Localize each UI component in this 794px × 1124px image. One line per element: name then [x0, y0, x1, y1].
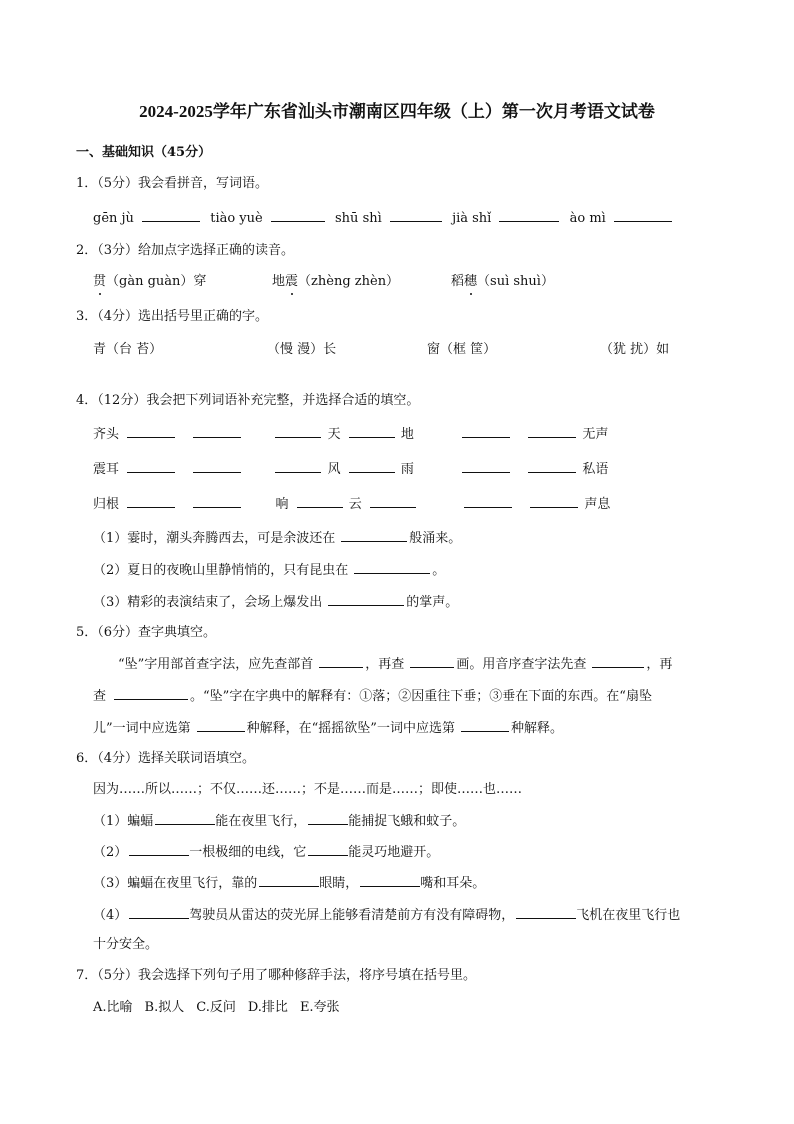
answer-blank[interactable] — [193, 495, 241, 508]
question-5-stem: 5．（6分）查字典填空。 — [76, 625, 217, 640]
answer-blank[interactable] — [259, 874, 319, 887]
option-item: D.排比 — [247, 1000, 288, 1015]
conjunction-options: 因为……所以……；不仅……还……；不是……而是……；即使……也…… — [93, 782, 523, 797]
answer-blank[interactable] — [127, 460, 175, 473]
answer-blank[interactable] — [499, 209, 559, 222]
question-2-stem: 2．（3分）给加点字选择正确的读音。 — [76, 243, 295, 258]
answer-blank[interactable] — [370, 495, 416, 508]
answer-blank[interactable] — [308, 812, 348, 825]
answer-blank[interactable] — [275, 425, 321, 438]
answer-blank[interactable] — [461, 719, 509, 732]
idiom-row: 齐头 天 地 无声 — [93, 427, 609, 442]
pinyin-item: tiào yuè — [210, 211, 263, 226]
answer-blank[interactable] — [530, 495, 578, 508]
page-title: 2024-2025学年广东省汕头市潮南区四年级（上）第一次月考语文试卷 — [139, 102, 655, 121]
question-7-stem: 7．（5分）我会选择下列句子用了哪种修辞手法，将序号填在括号里。 — [76, 968, 477, 983]
answer-blank[interactable] — [127, 425, 175, 438]
answer-blank[interactable] — [390, 209, 442, 222]
answer-blank[interactable] — [271, 209, 325, 222]
question-3-item: （犹 扰）如 — [600, 342, 670, 357]
pinyin-item: ào mì — [569, 211, 606, 226]
question-2-item: 稻穗（suì shuì） — [451, 274, 554, 289]
fill-sentence: （1）霎时，潮头奔腾西去，可是余波还在 般涌来。 — [93, 531, 462, 546]
fill-sentence: （3）精彩的表演结束了，会场上爆发出 的掌声。 — [93, 595, 459, 610]
answer-blank[interactable] — [528, 460, 576, 473]
idiom-row: 归根 响 云 声息 — [93, 497, 611, 512]
answer-blank[interactable] — [410, 655, 454, 668]
answer-blank[interactable] — [129, 843, 189, 856]
option-item: B.拟人 — [144, 1000, 185, 1015]
pinyin-item: jià shǐ — [452, 211, 492, 226]
question-1-stem: 1．（5分）我会看拼音，写词语。 — [76, 176, 269, 191]
answer-blank[interactable] — [528, 425, 576, 438]
question-1-pinyin-row — [93, 209, 672, 228]
pinyin-item: shū shì — [335, 211, 382, 226]
answer-blank[interactable] — [462, 460, 510, 473]
answer-blank[interactable] — [197, 719, 245, 732]
option-item: C.反问 — [196, 1000, 236, 1015]
answer-blank[interactable] — [341, 529, 407, 542]
answer-blank[interactable] — [349, 425, 395, 438]
pinyin-item: gēn jù — [93, 211, 134, 226]
answer-blank[interactable] — [360, 874, 420, 887]
answer-blank[interactable] — [193, 425, 241, 438]
answer-blank[interactable] — [349, 460, 395, 473]
question-2-item: 贯（gàn guàn）穿 — [93, 274, 207, 289]
fill-sentence-continuation: 十分安全。 — [93, 937, 159, 952]
answer-blank[interactable] — [129, 906, 189, 919]
paragraph-line: 查 。“坠”字在字典中的解释有：①落；②因重往下垂；③垂在下面的东西。在“扇坠 — [93, 689, 652, 704]
fill-sentence: （2）夏日的夜晚山里静悄悄的，只有昆虫在 。 — [93, 563, 446, 578]
answer-blank[interactable] — [114, 687, 188, 700]
answer-blank[interactable] — [297, 495, 343, 508]
answer-blank[interactable] — [328, 593, 404, 606]
paragraph-line: 儿”一词中应选第 种解释，在“摇摇欲坠”一词中应选第 种解释。 — [93, 721, 563, 736]
question-3-item: 窗（框 筐） — [427, 342, 497, 357]
answer-blank[interactable] — [462, 425, 510, 438]
answer-blank[interactable] — [142, 209, 200, 222]
paragraph-line: “坠”字用部首查字法，应先查部首 ，再查 画。用音序查字法先查 ，再 — [118, 657, 673, 672]
fill-sentence: （1）蝙蝠 能在夜里飞行， 能捕捉飞蛾和蚊子。 — [93, 814, 466, 829]
answer-blank[interactable] — [319, 655, 363, 668]
question-6-stem: 6．（4分）选择关联词语填空。 — [76, 751, 256, 766]
answer-blank[interactable] — [308, 843, 348, 856]
option-item: E.夸张 — [299, 1000, 340, 1015]
question-3-item: 青（台 苔） — [93, 342, 163, 357]
answer-blank[interactable] — [155, 812, 215, 825]
section-heading: 一、基础知识（45分） — [76, 145, 212, 160]
idiom-row: 震耳 风 雨 私语 — [93, 462, 609, 477]
answer-blank[interactable] — [275, 460, 321, 473]
question-2-item: 地震（zhèng zhèn） — [272, 274, 400, 289]
question-4-stem: 4．（12分）我会把下列词语补充完整，并选择合适的填空。 — [76, 393, 420, 408]
answer-blank[interactable] — [516, 906, 576, 919]
question-3-stem: 3．（4分）选出括号里正确的字。 — [76, 309, 269, 324]
fill-sentence: （2） 一根极细的电线，它 能灵巧地避开。 — [93, 845, 440, 860]
answer-blank[interactable] — [614, 209, 672, 222]
answer-blank[interactable] — [127, 495, 175, 508]
answer-blank[interactable] — [464, 495, 512, 508]
fill-sentence: （3）蝙蝠在夜里飞行，靠的 眼睛， 嘴和耳朵。 — [93, 876, 486, 891]
answer-blank[interactable] — [592, 655, 644, 668]
question-3-item: （慢 漫）长 — [267, 342, 337, 357]
answer-blank[interactable] — [354, 561, 430, 574]
fill-sentence: （4） 驾驶员从雷达的荧光屏上能够看清楚前方有没有障碍物， 飞机在夜里飞行也 — [93, 908, 681, 923]
rhetoric-options — [93, 999, 340, 1017]
answer-blank[interactable] — [193, 460, 241, 473]
option-item: A.比喻 — [93, 1000, 133, 1015]
